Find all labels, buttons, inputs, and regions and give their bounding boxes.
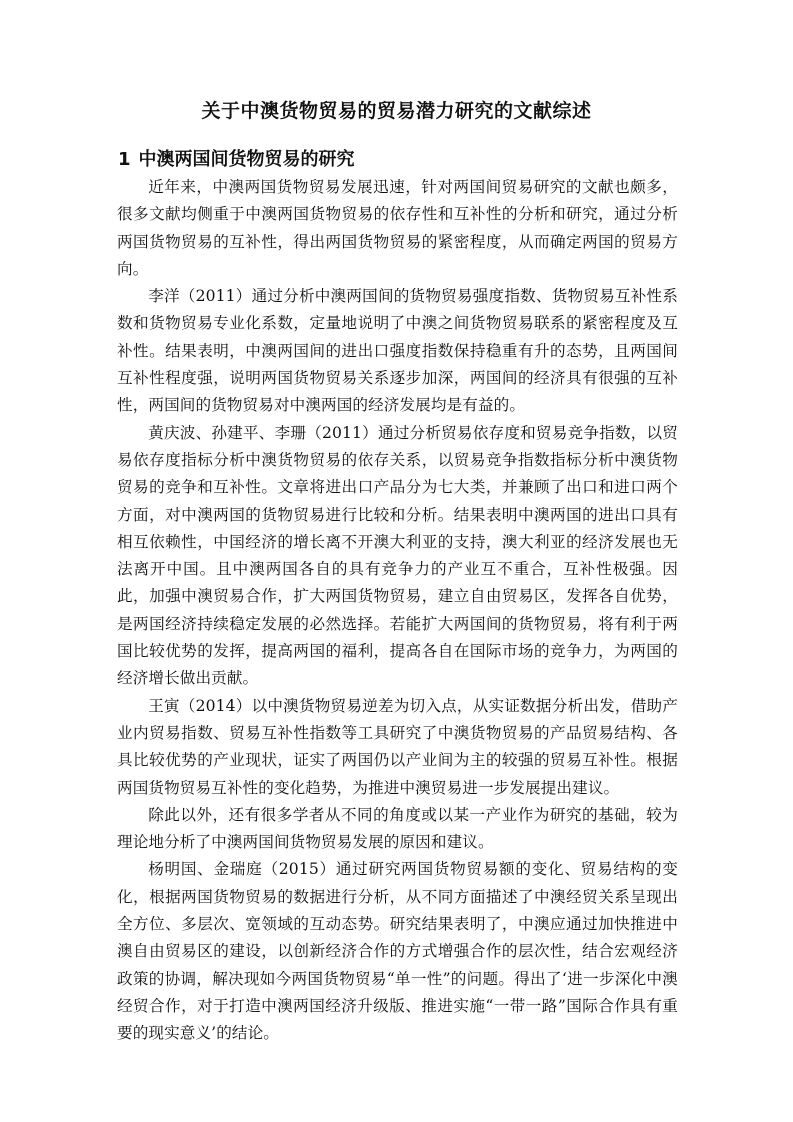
paragraph-yang-mingguo: 杨明国、金瑞庭（2015）通过研究两国货物贸易额的变化、贸易结构的变化，根据两国货物贸易的数据进行分析，从不同方面描述了中澳经贸关系呈现出全方位、多层次、宽领域的互动态势。研究结果表明了，中澳应通过加快推进中澳自由贸易区的建设，以创新经济合作的方式增强合作的层次性，结合宏观经济政策的协调，解决现如今两国货物贸易“单一性”的问题。得出了‘进一步深化中澳经贸合作，对于打造中澳两国经济升级版、推进实施“一带一路”国际合作具有重要的现实意义’的结论。: [117, 860, 678, 1043]
paragraph-li-yang: 李洋（2011）通过分析中澳两国间的货物贸易强度指数、货物贸易互补性系数和货物贸易专业化系数，定量地说明了中澳之间货物贸易联系的紧密程度及互补性。结果表明，中澳两国间的进出口强度指数保持稳重有升的态势，且两国间互补性程度强，说明两国货物贸易关系逐步加深，两国间的经济具有很强的互补性，两国间的货物贸易对中澳两国的经济发展均是有益的。: [117, 287, 678, 415]
paragraph-other-scholars: 除此以外，还有很多学者从不同的角度或以某一产业作为研究的基础，较为理论地分析了中澳两国间货物贸易发展的原因和建议。: [117, 805, 678, 852]
paragraph-wang-yin: 王寅（2014）以中澳货物贸易逆差为切入点，从实证数据分析出发，借助产业内贸易指数、贸易互补性指数等工具研究了中澳货物贸易的产品贸易结构、各具比较优势的产业现状，证实了两国仍以产业间为主的较强的贸易互补性。根据两国货物贸易互补性的变化趋势，为推进中澳贸易进一步发展提出建议。: [117, 696, 678, 797]
paragraph-huang-qingbo: 黄庆波、孙建平、李珊（2011）通过分析贸易依存度和贸易竞争指数，以贸易依存度指标分析中澳货物贸易的依存关系，以贸易竞争指数指标分析中澳货物贸易的竞争和互补性。文章将进出口产品分为七大类，并兼顾了出口和进口两个方面，对中澳两国的货物贸易进行比较和分析。结果表明中澳两国的进出口具有相互依赖性，中国经济的增长离不开澳大利亚的支持，澳大利亚的经济发展也无法离开中国。且中澳两国各自的具有竞争力的产业互不重合，互补性极强。因此，加强中澳贸易合作，扩大两国货物贸易，建立自由贸易区，发挥各自优势，是两国经济持续稳定发展的必然选择。若能扩大两国间的货物贸易，将有利于两国比较优势的发挥，提高两国的福利，提高各自在国际市场的竞争力，为两国的经济增长做出贡献。: [117, 423, 678, 688]
document-title: 关于中澳货物贸易的贸易潜力研究的文献综述: [201, 100, 592, 122]
body-text: [117, 174, 678, 1048]
paragraph-intro: 近年来，中澳两国货物贸易发展迅速，针对两国间贸易研究的文献也颇多，很多文献均侧重于中澳两国货物贸易的依存性和互补性的分析和研究，通过分析两国货物贸易的互补性，得出两国货物贸易的紧密程度，从而确定两国的贸易方向。: [117, 178, 678, 278]
section-number: 1: [118, 149, 131, 170]
section-title: 中澳两国间货物贸易的研究: [138, 149, 355, 170]
section-heading: [118, 145, 355, 171]
